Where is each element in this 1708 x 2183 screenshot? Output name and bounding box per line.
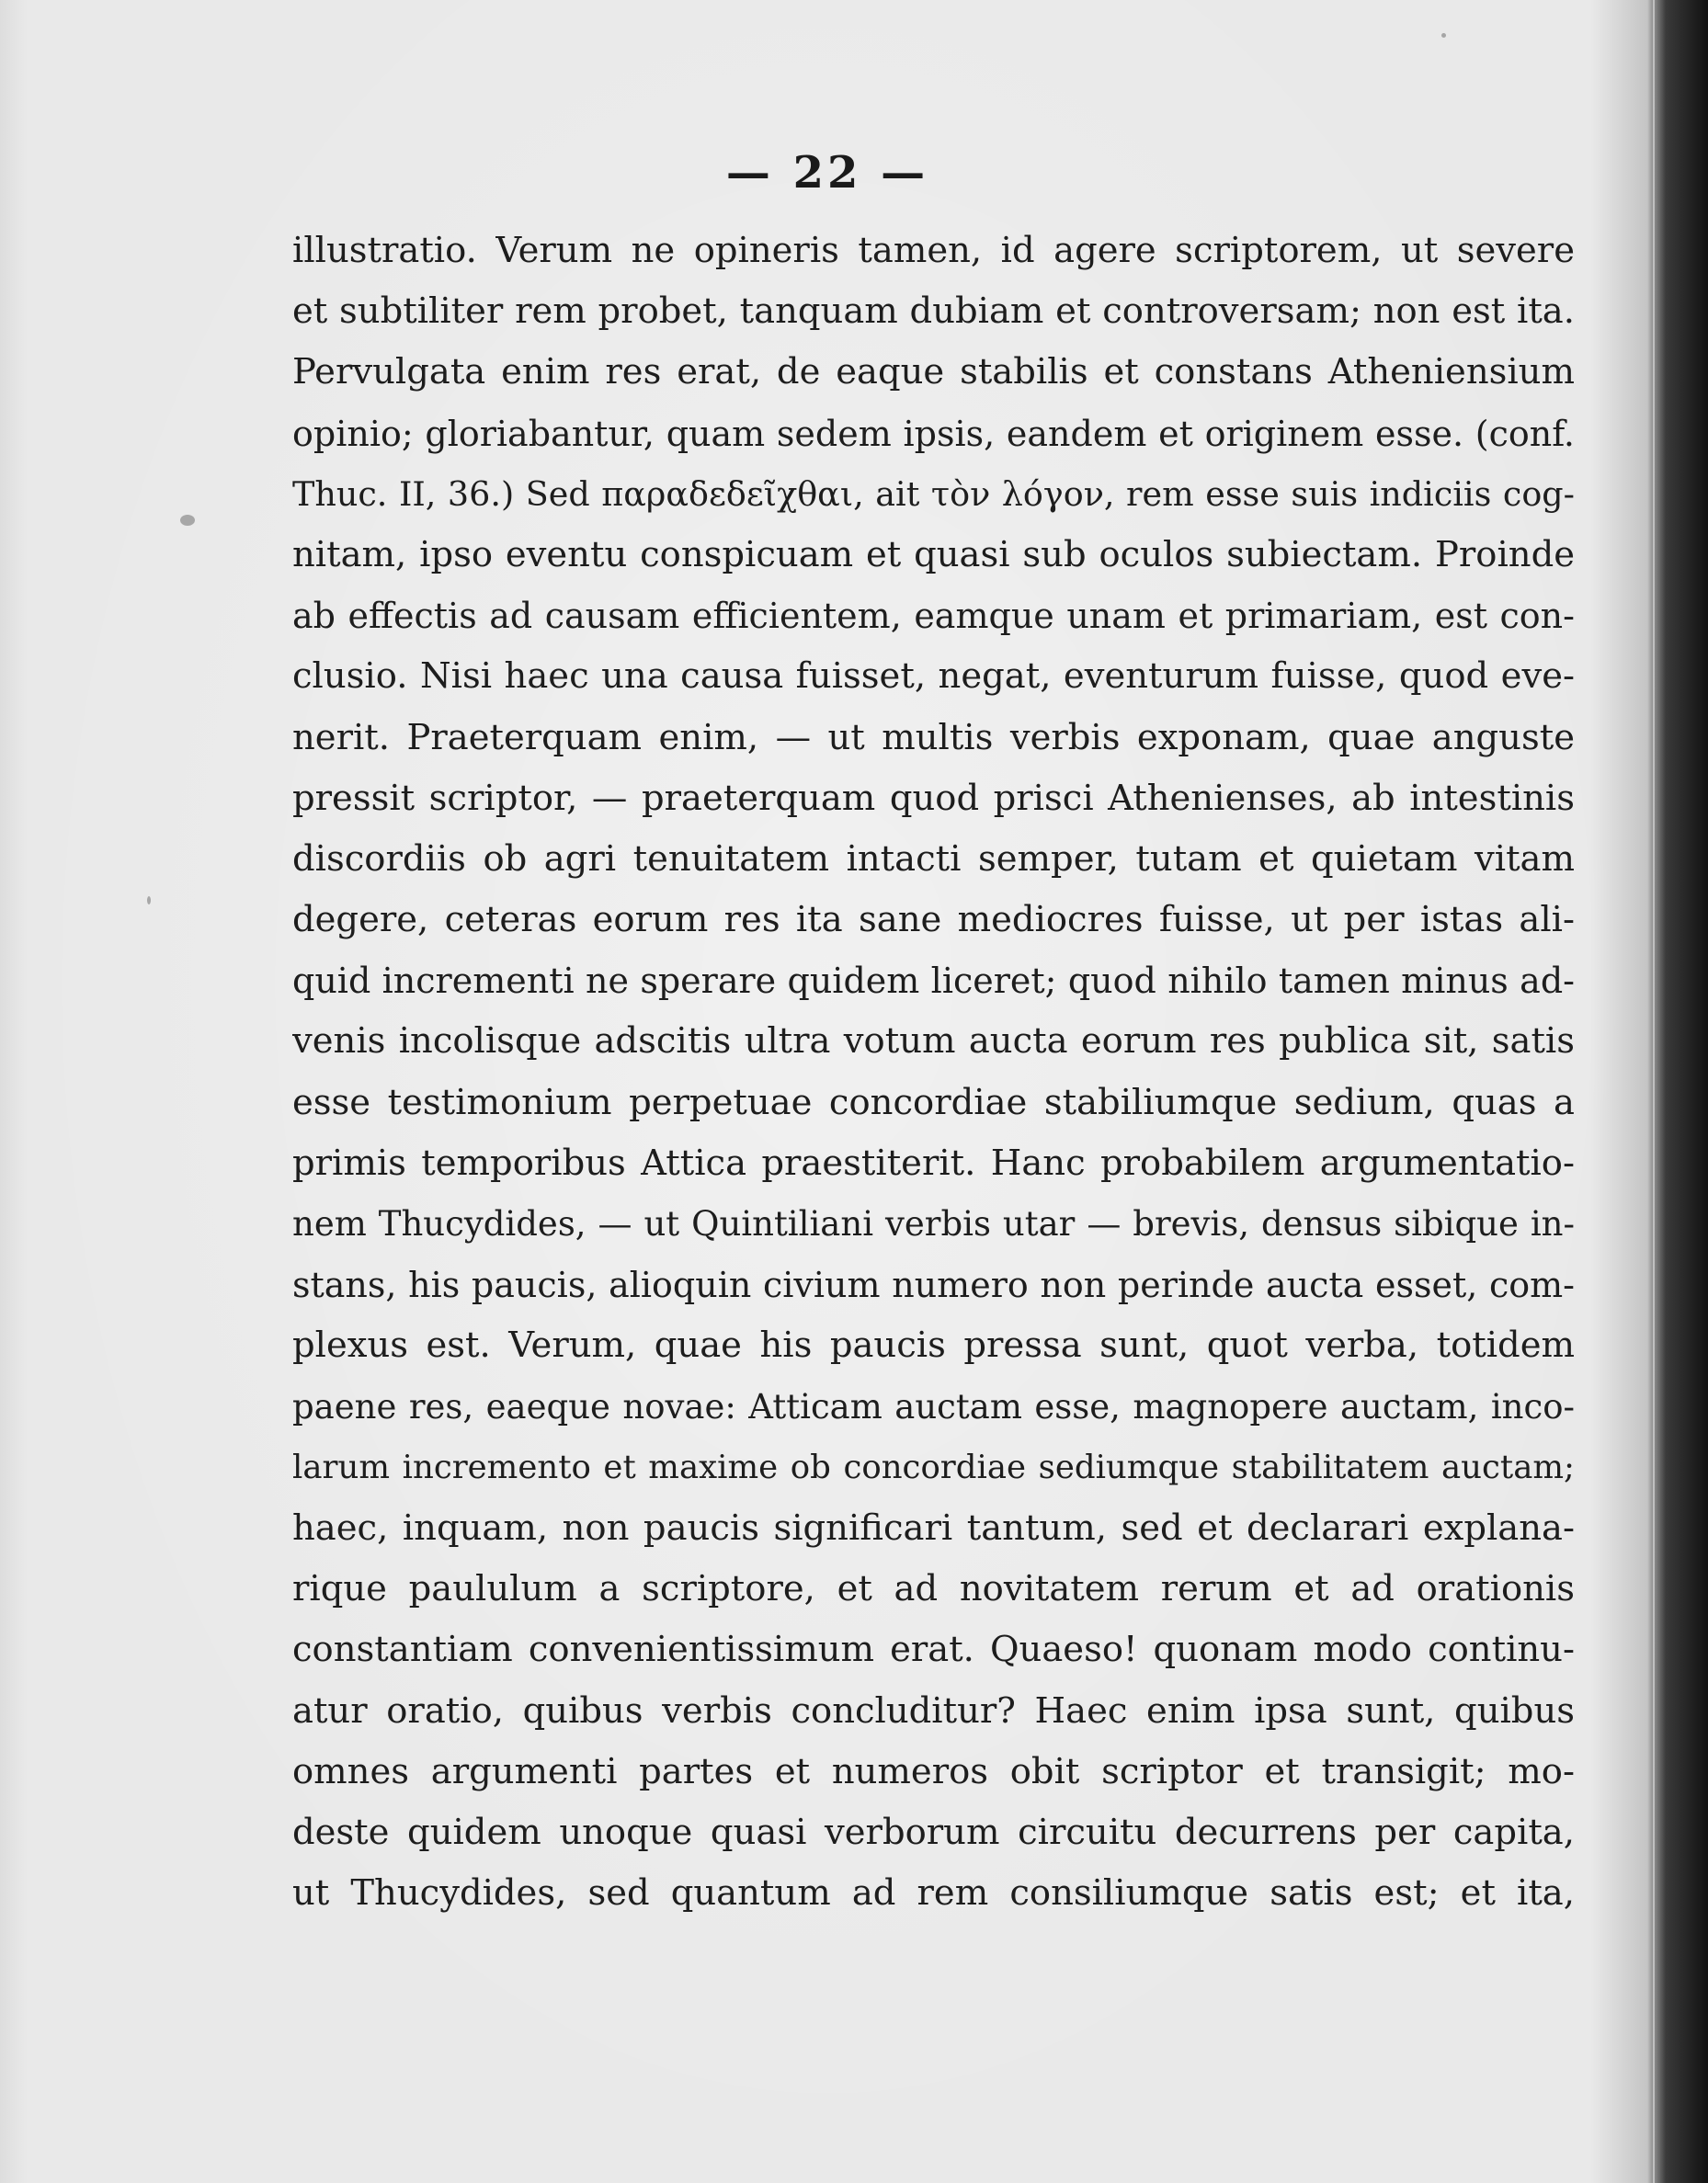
text-line: deste quidem unoque quasi verborum circuitu decurrens per capita, bbox=[292, 1811, 1575, 1853]
text-line: primis temporibus Attica praestiterit. Hanc probabilem argumentatio- bbox=[292, 1142, 1575, 1184]
text-line: discordiis ob agri tenuitatem intacti semper, tutam et quietam vitam bbox=[292, 837, 1575, 880]
page-number: — 22 — bbox=[725, 147, 929, 199]
paper-speck bbox=[147, 896, 151, 904]
page-fold-shadow bbox=[1647, 0, 1653, 2183]
text-line: clusio. Nisi haec una causa fuisset, negat, eventurum fuisse, quod eve- bbox=[292, 655, 1575, 698]
text-line: Thuc. II, 36.) Sed παραδεδεῖχθαι, ait τὸν λόγον, rem esse suis indiciis cog- bbox=[292, 473, 1575, 514]
text-line: venis incolisque adscitis ultra votum aucta eorum res publica sit, satis bbox=[292, 1020, 1575, 1063]
body-text bbox=[292, 221, 1575, 1924]
text-line: illustratio. Verum ne opineris tamen, id agere scriptorem, ut severe bbox=[292, 230, 1575, 271]
text-line: Pervulgata enim res erat, de eaque stabilis et constans Atheniensium bbox=[292, 351, 1575, 393]
paper-speck bbox=[1441, 33, 1446, 38]
text-line: ut Thucydides, sed quantum ad rem consiliumque satis est; et ita, bbox=[292, 1872, 1575, 1915]
text-line: quid incrementi ne sperare quidem liceret; quod nihilo tamen minus ad- bbox=[292, 961, 1575, 1002]
text-line: et subtiliter rem probet, tanquam dubiam et controversam; non est ita. bbox=[292, 290, 1575, 333]
text-line: omnes argumenti partes et numeros obit scriptor et transigit; mo- bbox=[292, 1750, 1575, 1792]
text-line: atur oratio, quibus verbis concluditur? Haec enim ipsa sunt, quibus bbox=[292, 1689, 1575, 1732]
text-line: nerit. Praeterquam enim, — ut multis verbis exponam, quae anguste bbox=[292, 716, 1575, 758]
text-line: larum incremento et maxime ob concordiae sediumque stabilitatem auctam; bbox=[292, 1448, 1575, 1486]
text-line: nitam, ipso eventu conspicuam et quasi sub oculos subiectam. Proinde bbox=[292, 533, 1575, 575]
text-line: haec, inquam, non paucis significari tantum, sed et declarari explana- bbox=[292, 1506, 1575, 1549]
text-line: pressit scriptor, — praeterquam quod prisci Athenienses, ab intestinis bbox=[292, 777, 1575, 819]
paper-speck bbox=[180, 515, 195, 526]
text-line: constantiam convenientissimum erat. Quaeso! quonam modo continu- bbox=[292, 1629, 1575, 1671]
text-line: esse testimonium perpetuae concordiae stabiliumque sedium, quas a bbox=[292, 1081, 1575, 1123]
text-line: rique paululum a scriptore, et ad novitatem rerum et ad orationis bbox=[292, 1568, 1575, 1610]
text-line: opinio; gloriabantur, quam sedem ipsis, eandem et originem esse. (conf. bbox=[292, 413, 1575, 454]
text-line: stans, his paucis, alioquin civium numero non perinde aucta esset, com- bbox=[292, 1265, 1575, 1306]
book-gutter bbox=[1655, 0, 1708, 2183]
text-line: plexus est. Verum, quae his paucis pressa sunt, quot verba, totidem bbox=[292, 1325, 1575, 1367]
text-line: nem Thucydides, — ut Quintiliani verbis utar — brevis, densus sibique in- bbox=[292, 1204, 1575, 1244]
text-line: paene res, eaeque novae: Atticam auctam esse, magnopere auctam, inco- bbox=[292, 1386, 1575, 1427]
text-line: ab effectis ad causam efficientem, eamque unam et primariam, est con- bbox=[292, 596, 1575, 637]
text-line: degere, ceteras eorum res ita sane mediocres fuisse, ut per istas ali- bbox=[292, 899, 1575, 941]
